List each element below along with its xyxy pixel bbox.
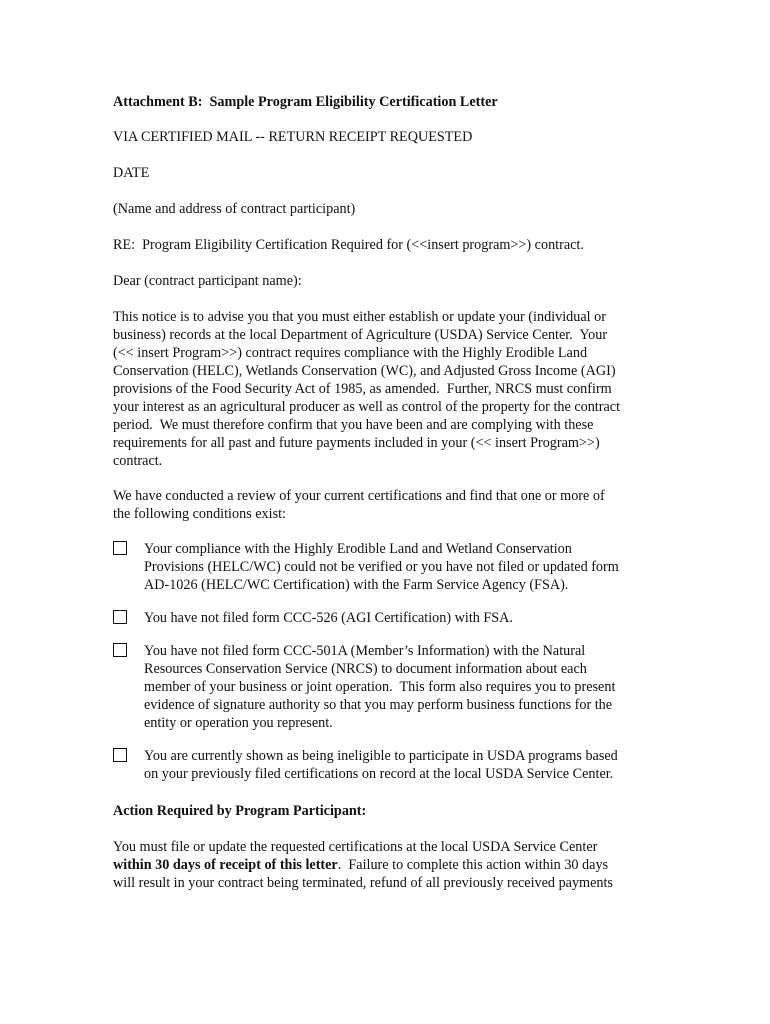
condition-ineligible xyxy=(113,747,658,783)
deadline-continuation: . Failure to complete this action within 30 days xyxy=(337,857,609,873)
intro-paragraph xyxy=(113,308,658,470)
paragraph-line: Conservation (HELC), Wetlands Conservation (WC), and Adjusted Gross Income (AGI) xyxy=(113,363,616,379)
delivery-method: VIA CERTIFIED MAIL -- RETURN RECEIPT REQUESTED xyxy=(113,129,473,145)
condition-checkbox[interactable] xyxy=(113,643,127,657)
condition-line: evidence of signature authority so that you may perform business functions for the xyxy=(144,697,613,713)
condition-line: You have not filed form CCC-501A (Member’s Information) with the Natural xyxy=(144,643,586,659)
paragraph-line: your interest as an agricultural producer as well as control of the property for the contract xyxy=(113,399,621,415)
deadline-emphasis: within 30 days of receipt of this letter xyxy=(113,857,338,873)
paragraph-line: the following conditions exist: xyxy=(113,506,286,522)
condition-checkbox[interactable] xyxy=(113,541,127,555)
condition-line: Provisions (HELC/WC) could not be verified or you have not filed or updated form xyxy=(144,559,619,575)
paragraph-line: contract. xyxy=(113,453,163,469)
action-heading: Action Required by Program Participant: xyxy=(113,803,367,819)
condition-checkbox[interactable] xyxy=(113,610,127,624)
paragraph-line: provisions of the Food Security Act of 1985, as amended. Further, NRCS must confirm xyxy=(113,381,612,397)
condition-checkbox[interactable] xyxy=(113,748,127,762)
paragraph-line: period. We must therefore confirm that you have been and are complying with these xyxy=(113,417,594,433)
paragraph-line xyxy=(113,856,658,874)
action-paragraph xyxy=(113,838,658,892)
condition-agi xyxy=(113,609,658,627)
condition-member-info xyxy=(113,642,658,732)
letter-title: Attachment B: Sample Program Eligibility Certification Letter xyxy=(113,94,498,110)
paragraph-line: This notice is to advise you that you must either establish or update your (individual or xyxy=(113,309,606,325)
condition-line: entity or operation you represent. xyxy=(144,715,333,731)
re-line: RE: Program Eligibility Certification Required for (<<insert program>>) contract. xyxy=(113,237,584,253)
condition-helc-wc xyxy=(113,540,658,594)
letter-page xyxy=(113,93,658,909)
condition-line: You have not filed form CCC-526 (AGI Certification) with FSA. xyxy=(144,610,513,626)
condition-line: Your compliance with the Highly Erodible Land and Wetland Conservation xyxy=(144,541,572,557)
condition-line: Resources Conservation Service (NRCS) to document information about each xyxy=(144,661,587,677)
paragraph-line: business) records at the local Department of Agriculture (USDA) Service Center. Your xyxy=(113,327,608,343)
condition-line: AD-1026 (HELC/WC Certification) with the Farm Service Agency (FSA). xyxy=(144,577,569,593)
paragraph-line: You must file or update the requested certifications at the local USDA Service Center xyxy=(113,839,598,855)
salutation: Dear (contract participant name): xyxy=(113,273,302,289)
date-placeholder: DATE xyxy=(113,165,150,181)
recipient-placeholder: (Name and address of contract participant) xyxy=(113,201,356,217)
paragraph-line: (<< insert Program>>) contract requires compliance with the Highly Erodible Land xyxy=(113,345,588,361)
paragraph-line: requirements for all past and future payments included in your (<< insert Program>>) xyxy=(113,435,600,451)
review-paragraph xyxy=(113,487,658,523)
condition-line: on your previously filed certifications on record at the local USDA Service Center. xyxy=(144,766,614,782)
paragraph-line: will result in your contract being terminated, refund of all previously received payments xyxy=(113,875,613,891)
condition-line: You are currently shown as being ineligible to participate in USDA programs based xyxy=(144,748,618,764)
condition-line: member of your business or joint operation. This form also requires you to present xyxy=(144,679,616,695)
paragraph-line: We have conducted a review of your current certifications and find that one or more of xyxy=(113,488,605,504)
